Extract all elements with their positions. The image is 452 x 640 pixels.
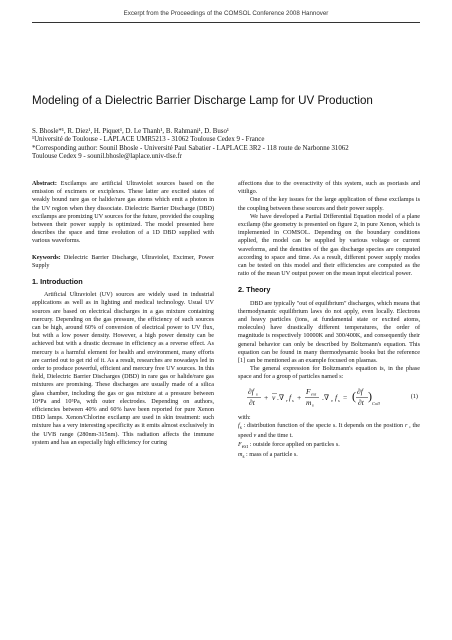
symbol-F: F [238,441,242,448]
definition-m [238,451,420,461]
symbol-f-sub: s [239,425,242,432]
svg-text:∂t: ∂t [249,397,255,407]
abstract-text: Excilamps are artificial Ultraviolet sources based on the emission of excimers or exciplexes. These latter are excited states of weakly bound rare gas or halide/rare gas atoms which emit a photon in the UV region when they dissociate. Dielectric Barrier Discharge (DBD) excilamps are promizing UV sources for the future, provided the coupling between their power supply is optimized. The model presented here describes the space and time evolution of a 1D DBD supplied with various waveforms. [32,181,214,245]
svg-text:ext: ext [311,391,317,397]
left-column [32,180,214,447]
equation-number: (1) [410,392,418,400]
boltzmann-equation [238,383,420,413]
author-block [32,128,424,161]
abstract-label: Abstract: [32,181,57,187]
svg-text:+: + [297,392,302,402]
svg-text:F: F [306,386,311,396]
svg-text:f: f [335,392,338,402]
corresponding-author-address: Toulouse Cedex 9 - sounil.bhosle@laplace.univ-tlse.fr [32,152,182,160]
svg-text:Coll: Coll [372,400,380,406]
right-column [238,180,420,461]
svg-text:.∇: .∇ [322,392,330,402]
author-list: S. Bhosle*¹, R. Diez¹, H. Piquet¹, D. Le Thanh¹, B. Rahmani¹, D. Buso¹ [32,128,229,135]
svg-text:): ) [368,388,372,403]
svg-text:+: + [264,392,269,402]
conference-header: Excerpt from the Proceedings of the COMSOL Conference 2008 Hannover [123,10,329,17]
symbol-F-sub: ext [241,443,249,450]
svg-text:v: v [272,392,276,402]
definition-f [238,422,420,441]
svg-text:∂f: ∂f [357,386,363,396]
definition-f-text: : distribution function of the specie s. It depends on the position [241,422,405,429]
intro-paragraph: Artificial Ultraviolet (UV) sources are widely used in industrial applications as well as in lighting and medical technology. Usual UV sources are based on electrical discharges in a gas mixture containing mercury. Depending on the gas pressure, the efficiency of such sources can be high, around 60% of conversion of electrical power to UV flux, but with a low power density. However, a high power density can be achieved but with a drastic decrease in efficiency as a reverse effect. As mercury is a harmful element for health and environment, many efforts are carried out to get rid of it. As a result, researches are nowadays led in order to produce powerful, efficient and mercury free UV sources. In this field, Dielectric Barrier Discharges (DBD) in rare gas or halide/rare gas mixtures are promising. These discharges are usually made of a silica glass chamber, including the gas or gas mixture at a pressure between 10⁴Pa and 10⁵Pa, with outer electrodes. Depending on authors, efficiencies between 40% and 60% have been reported for pure Xenon DBD lamps. Xenon/Chlorine excilamp are used in skin treatment: such mixture has a very interesting specificity as it emits almost exclusively in the UVB range (280nm-315nm). This radiation affects the immune system and has an especially high efficiency for curing [32,292,214,446]
theory-paragraph-2: The general expression for Boltzmann's equation is, in the phase space and for a group of particles named s: [238,366,420,381]
svg-text:r: r [286,397,288,403]
svg-text:s: s [312,402,314,408]
section-title-theory: 2. Theory [238,285,271,295]
paper-title: Modeling of a Dielectric Barrier Discharge Lamp for UV Production [32,94,373,107]
with-label: with: [238,414,251,421]
svg-text:m: m [306,397,312,407]
equation-graphic [244,383,394,413]
affiliation: ¹Université de Toulouse - LAPLACE UMR5213 - 31062 Toulouse Cedex 9 - France [32,136,265,144]
definition-f-end: and the time t. [256,433,293,440]
definition-f-mid: , the speed [238,422,421,440]
svg-text:(: ( [352,388,356,403]
keywords [32,254,214,270]
definition-F-text: : outside force applied on particles s. [248,441,340,448]
symbol-v: v [253,433,257,440]
svg-text:s: s [256,391,258,397]
right-paragraph-3: We have developed a Partial Differential Equation model of a plane excilamp (the geometry is presented on figure 2, in pure Xenon, which is implemented in COMSOL. Depending on the boundary conditions applied, the model can be supplied by various voltage or current waveforms, and the densities of the gas discharge species are computed according to space and time. As a result, different power supply modes can be tested on this model and their efficiencies are computed as the ratio of the mean UV output power on the mean input electrical power. [238,213,420,278]
svg-text:.∇: .∇ [277,392,285,402]
keywords-text: Dielectric Barrier Discharge, Ultraviolet, Excimer, Power Supply [32,254,214,269]
svg-text:s: s [338,397,340,403]
svg-text:v: v [331,397,333,403]
definition-m-text: : mass of a particle s. [244,451,298,458]
svg-text:∂t: ∂t [358,397,364,407]
abstract [32,180,214,246]
header-divider [32,22,420,23]
definition-F [238,441,420,451]
keywords-label: Keywords: [32,254,61,261]
svg-text:=: = [343,392,348,402]
right-paragraph-1: affections due to the overactivity of this system, such as psoriasis and vitiligo. [238,181,420,196]
symbol-f: f [238,422,240,429]
svg-text:∂f: ∂f [248,386,254,396]
symbol-m-sub: s [242,454,245,461]
right-paragraph-2: One of the key issues for the large application of these excilamps is the coupling between these sources and their power supply. [238,197,420,212]
symbol-m: m [238,451,243,458]
section-title-introduction: 1. Introduction [32,277,83,287]
symbol-r: r [404,422,408,429]
theory-paragraph-1: DBD are typically "out of equilibrium" discharges, which means that thermodynamic equilibrium laws do not apply, even locally. Electrons and heavy particles (ions, at fundamental state or excited atoms, molecules) have drastically different temperatures, the order of magnitude is respectively 10000K and 300/400K, and consequently their general behavior can only be described by Boltzmann's equation. This equation can be found in many thermodynamic books but the reference [1] can be mentioned as an example focused on plasmas. [238,300,420,365]
svg-text:f: f [289,392,292,402]
corresponding-author: *Corresponding author: Sounil Bhosle - Université Paul Sabatier - LAPLACE 3R2 - 118 route de Narbonne 31062 [32,144,349,152]
svg-text:s: s [292,397,294,403]
